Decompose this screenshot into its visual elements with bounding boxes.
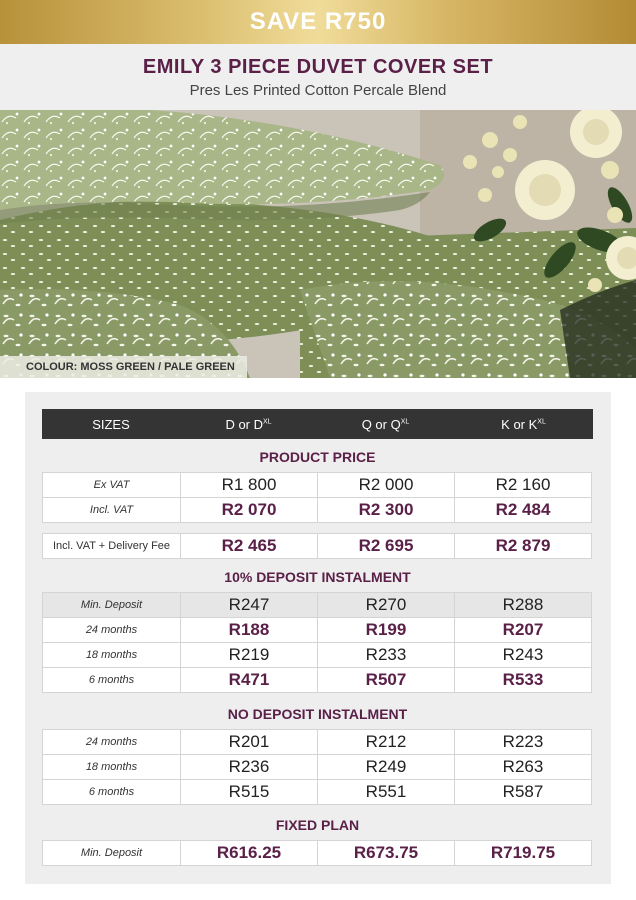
save-banner: SAVE R750	[0, 0, 636, 44]
size-d-header	[180, 409, 317, 439]
price-d: R471	[181, 668, 318, 693]
row-label: Ex VAT	[43, 473, 181, 498]
table-row	[43, 755, 592, 780]
delivery-table	[42, 533, 592, 559]
deposit-table	[42, 592, 592, 693]
table-row	[43, 618, 592, 643]
table-row	[43, 730, 592, 755]
no-deposit-table	[42, 729, 592, 805]
price-q: R233	[318, 643, 455, 668]
price-q: R2 300	[318, 498, 455, 523]
row-label: Min. Deposit	[43, 841, 181, 866]
size-q-sup: XL	[400, 418, 410, 426]
table-row	[43, 668, 592, 693]
price-d: R188	[181, 618, 318, 643]
price-q: R551	[318, 780, 455, 805]
table-row	[43, 473, 592, 498]
price-d: R2 070	[181, 498, 318, 523]
size-q-label: Q or Q	[361, 416, 401, 432]
row-label: 18 months	[43, 643, 181, 668]
row-label: 24 months	[43, 730, 181, 755]
section-no-deposit: NO DEPOSIT INSTALMENT	[227, 706, 408, 722]
price-d: R2 465	[181, 534, 318, 559]
size-k-sup: XL	[537, 418, 546, 426]
row-label: 24 months	[43, 618, 181, 643]
price-q: R673.75	[318, 841, 455, 866]
price-k: R207	[455, 618, 592, 643]
row-label: Incl. VAT	[43, 498, 181, 523]
size-k-header	[454, 409, 593, 439]
product-photo	[0, 110, 636, 378]
price-d: R247	[181, 593, 318, 618]
row-label: Incl. VAT + Delivery Fee	[43, 534, 181, 559]
price-d: R201	[181, 730, 318, 755]
price-q: R507	[318, 668, 455, 693]
product-title: EMILY 3 PIECE DUVET COVER SET	[142, 56, 494, 78]
price-k: R587	[455, 780, 592, 805]
section-deposit: 10% DEPOSIT INSTALMENT	[224, 569, 411, 585]
section-product-price: PRODUCT PRICE	[259, 449, 376, 465]
sizes-header: SIZES	[42, 409, 180, 439]
row-label: 6 months	[43, 668, 181, 693]
row-label: Min. Deposit	[43, 593, 181, 618]
table-row	[43, 534, 592, 559]
price-q: R199	[318, 618, 455, 643]
price-k: R263	[455, 755, 592, 780]
price-k: R719.75	[455, 841, 592, 866]
section-fixed: FIXED PLAN	[275, 817, 360, 833]
product-price-table	[42, 472, 592, 523]
table-row	[43, 841, 592, 866]
bedding-illustration	[0, 110, 636, 378]
price-k: R223	[455, 730, 592, 755]
price-k: R288	[455, 593, 592, 618]
price-q: R270	[318, 593, 455, 618]
product-header	[0, 44, 636, 110]
colour-label: COLOUR: MOSS GREEN / PALE GREEN	[0, 356, 247, 378]
price-d: R616.25	[181, 841, 318, 866]
row-label: 18 months	[43, 755, 181, 780]
price-d: R1 800	[181, 473, 318, 498]
price-k: R2 484	[455, 498, 592, 523]
row-label: 6 months	[43, 780, 181, 805]
price-k: R2 879	[455, 534, 592, 559]
price-k: R243	[455, 643, 592, 668]
table-row	[43, 643, 592, 668]
table-row	[43, 593, 592, 618]
price-d: R515	[181, 780, 318, 805]
size-d-label: D or D	[225, 416, 263, 432]
size-k-label: K or K	[501, 416, 538, 432]
price-q: R212	[318, 730, 455, 755]
price-q: R249	[318, 755, 455, 780]
table-row	[43, 780, 592, 805]
column-header	[42, 409, 593, 439]
table-row	[43, 498, 592, 523]
fixed-plan-table	[42, 840, 592, 866]
price-d: R219	[181, 643, 318, 668]
price-q: R2 695	[318, 534, 455, 559]
product-subtitle: Pres Les Printed Cotton Percale Blend	[189, 82, 447, 99]
price-k: R533	[455, 668, 592, 693]
price-q: R2 000	[318, 473, 455, 498]
price-d: R236	[181, 755, 318, 780]
size-d-sup: XL	[263, 418, 272, 426]
size-q-header	[317, 409, 454, 439]
price-k: R2 160	[455, 473, 592, 498]
